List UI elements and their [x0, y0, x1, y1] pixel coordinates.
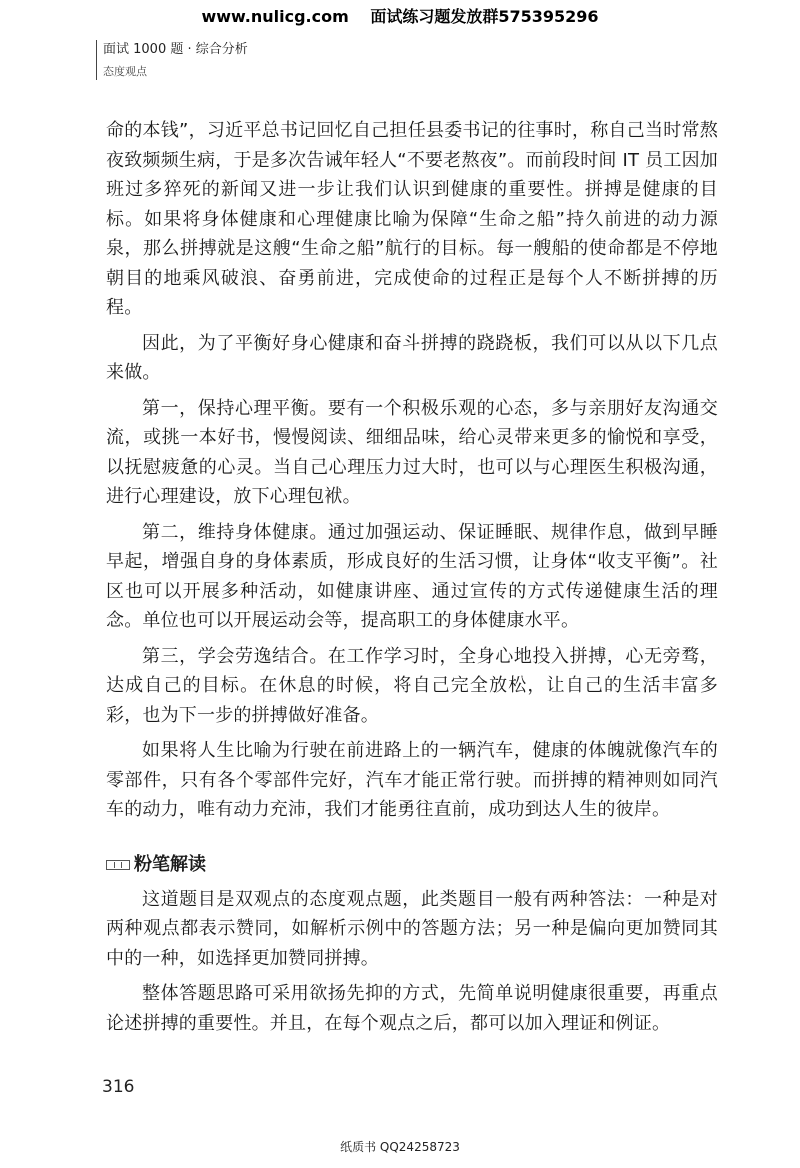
- paragraph: 第三，学会劳逸结合。在工作学习时，全身心地投入拼搏，心无旁骛，达成自己的目标。在休息的时候，将自己完全放松，让自己的生活丰富多彩，也为下一步的拼搏做好准备。: [106, 645, 718, 726]
- running-header: [96, 40, 248, 80]
- paragraph: 这道题目是双观点的态度观点题，此类题目一般有两种答法：一种是对两种观点都表示赞同，如解析示例中的答题方法；另一种是偏向更加赞同其中的一种，如选择更加赞同拼搏。: [106, 888, 718, 969]
- section-heading: [106, 851, 718, 879]
- book-title: 面试 1000 题 · 综合分析: [103, 42, 248, 57]
- footer-note: 纸质书 QQ24258723: [340, 1140, 460, 1154]
- paragraph: 如果将人生比喻为行驶在前进路上的一辆汽车，健康的体魄就像汽车的零部件，只有各个零部件完好，汽车才能正常行驶。而拼搏的精神则如同汽车的动力，唯有动力充沛，我们才能勇往直前，成功到达人生的彼岸。: [106, 740, 718, 820]
- chapter-title: 态度观点: [103, 65, 147, 78]
- paragraph: 因此，为了平衡好身心健康和奋斗拼搏的跷跷板，我们可以从以下几点来做。: [106, 332, 718, 383]
- section-heading-label: 粉笔解读: [134, 853, 206, 875]
- paragraph: 第一，保持心理平衡。要有一个积极乐观的心态，多与亲朋好友沟通交流，或挑一本好书，慢慢阅读、细细品味，给心灵带来更多的愉悦和享受，以抚慰疲惫的心灵。当自己心理压力过大时，也可以与心理医生积极沟通，进行心理建设，放下心理包袱。: [106, 397, 718, 507]
- page-body: [106, 116, 718, 1044]
- paragraph-continued: 命的本钱”，习近平总书记回忆自己担任县委书记的往事时，称自己当时常熬夜致频频生病，于是多次告诫年轻人“不要老熬夜”。而前段时间 IT 员工因加班过多猝死的新闻又进一步让我们认识到健康的重要性。拼搏是健康的目标。如果将身体健康和心理健康比喻为保障“生命之船”持久前进的动力源泉，那么拼搏就是这艘“生命之船”航行的目标。每一艘船的使命都是不停地朝目的地乘风破浪、奋勇前进，完成使命的过程正是每个人不断拼搏的历程。: [106, 120, 718, 318]
- paragraph: 整体答题思路可采用欲扬先抑的方式，先简单说明健康很重要，再重点论述拼搏的重要性。并且，在每个观点之后，都可以加入理证和例证。: [106, 983, 718, 1034]
- page-number: 316: [102, 1077, 135, 1097]
- paragraph: 第二，维持身体健康。通过加强运动、保证睡眠、规律作息，做到早睡早起，增强自身的身体素质，形成良好的生活习惯，让身体“收支平衡”。社区也可以开展多种活动，如健康讲座、通过宣传的方式传递健康生活的理念。单位也可以开展运动会等，提高职工的身体健康水平。: [106, 521, 718, 631]
- top-banner: [0, 4, 800, 27]
- banner-group: 面试练习题发放群575395296: [370, 7, 599, 26]
- banner-site: www.nulicg.com: [201, 7, 349, 26]
- chalk-box-icon: [106, 860, 130, 870]
